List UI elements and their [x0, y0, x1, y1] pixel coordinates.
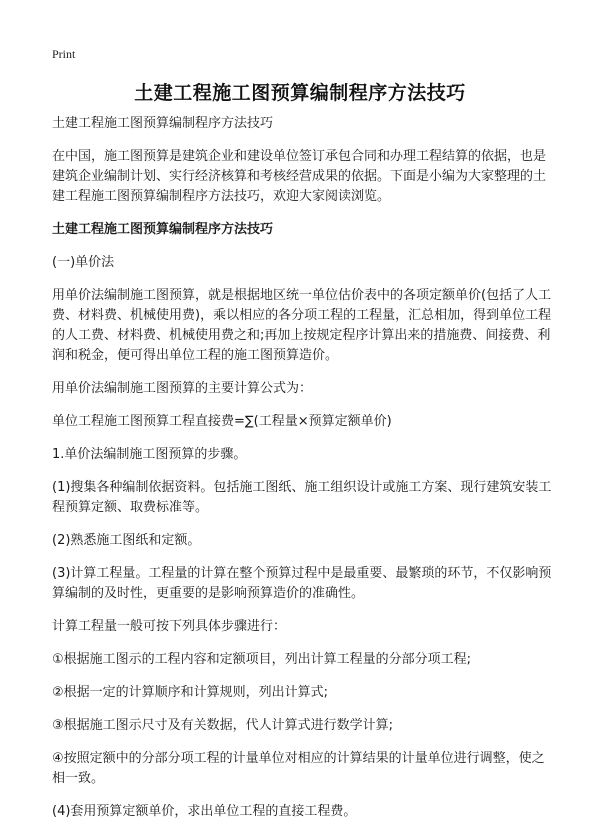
paragraph-substep-2: ②根据一定的计算顺序和计算规则，列出计算式; — [52, 685, 329, 700]
section-heading: 土建工程施工图预算编制程序方法技巧 — [52, 222, 274, 237]
paragraph-substep-1: ①根据施工图示的工程内容和定额项目，列出计算工程量的分部分项工程; — [52, 652, 472, 667]
paragraph-substep-4: ④按照定额中的分部分项工程的计量单位对相应的计算结果的计量单位进行调整，使之相一致。 — [52, 751, 545, 786]
paragraph-step-3: (3)计算工程量。工程量的计算在整个预算过程中是最重要、最繁琐的环节，不仅影响预算编制的及时性，更重要的是影响预算造价的准确性。 — [52, 566, 552, 601]
paragraph-intro: 在中国，施工图预算是建筑企业和建设单位签订承包合同和办理工程结算的依据，也是建筑企业编制计划、实行经济核算和考核经营成果的依据。下面是小编为大家整理的土建工程施工图预算编制程序方法技巧，欢迎大家阅读浏览。 — [52, 149, 547, 204]
document-body — [52, 114, 552, 835]
paragraph-step-4: (4)套用预算定额单价，求出单位工程的直接工程费。 — [52, 804, 357, 819]
paragraph-substep-3: ③根据施工图示尺寸及有关数据，代人计算式进行数学计算; — [52, 718, 394, 733]
subsection-heading: (一)单价法 — [52, 255, 115, 270]
paragraph-unit-price-method: 用单价法编制施工图预算，就是根据地区统一单位估价表中的各项定额单价(包括了人工费、材料费、机械使用费)，乘以相应的各分项工程的工程量，汇总相加，得到单位工程的人工费、材料费、机械使用费之和;再加上按规定程序计算出来的措施费、间接费、利润和税金，便可得出单位工程的施工图预算造价。 — [52, 288, 552, 363]
paragraph-step-2: (2)熟悉施工图纸和定额。 — [52, 533, 201, 548]
print-link[interactable]: Print — [52, 47, 76, 61]
paragraph-formula-intro: 用单价法编制施工图预算的主要计算公式为： — [52, 381, 313, 396]
paragraph-steps-heading: 1.单价法编制施工图预算的步骤。 — [52, 447, 247, 462]
paragraph-step-1: (1)搜集各种编制依据资料。包括施工图纸、施工组织设计或施工方案、现行建筑安装工程预算定额、取费标准等。 — [52, 480, 552, 515]
paragraph-subtitle: 土建工程施工图预算编制程序方法技巧 — [52, 116, 274, 131]
paragraph-formula: 单位工程施工图预算工程直接费=∑(工程量×预算定额单价) — [52, 414, 392, 429]
document-title: 土建工程施工图预算编制程序方法技巧 — [134, 82, 466, 104]
paragraph-quantity-steps: 计算工程量一般可按下列具体步骤进行： — [52, 619, 287, 634]
